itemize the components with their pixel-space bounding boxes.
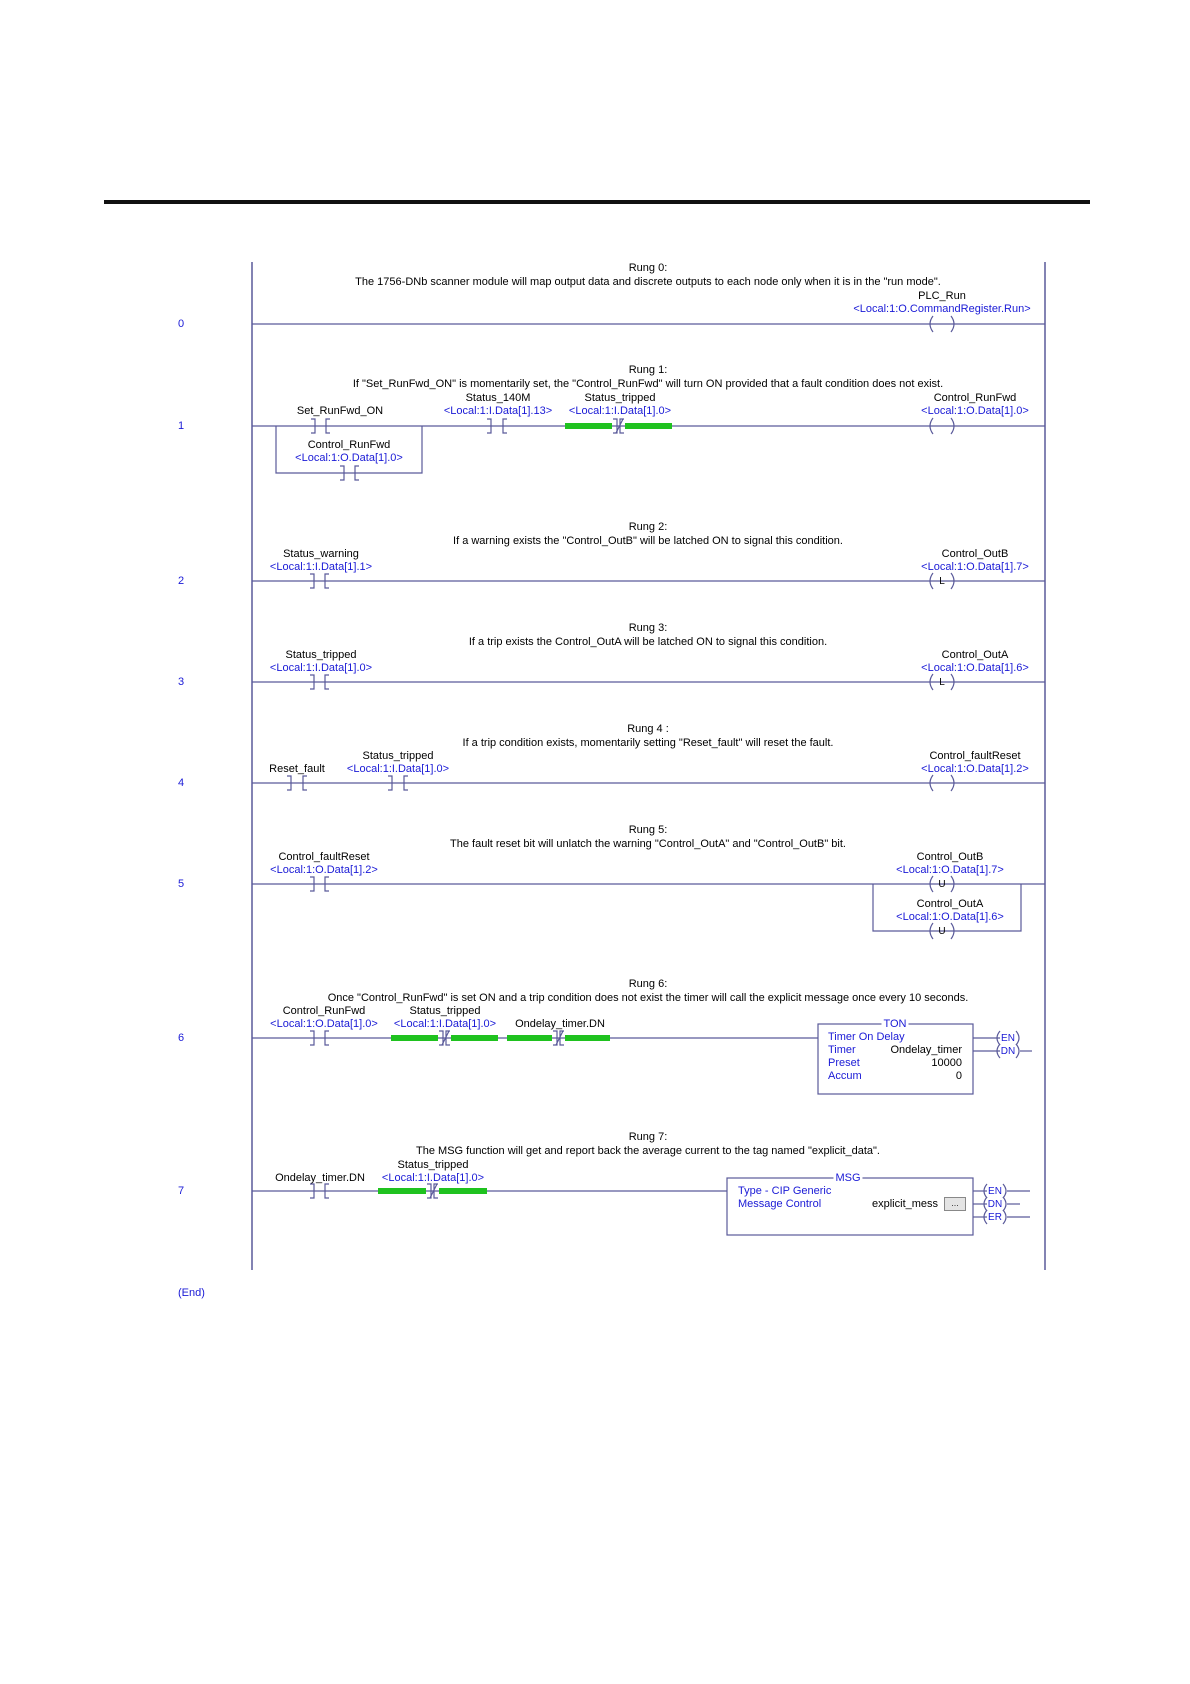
rung-3-contact-1-address: <Local:1:I.Data[1].0> [269, 662, 373, 674]
rung-2-coil-symbol: L [939, 576, 945, 587]
rung-1-coil-address: <Local:1:O.Data[1].0> [921, 405, 1029, 417]
rung-4-contact-2-name[interactable]: Status_tripped [362, 750, 434, 762]
rung-2-contact-1-address: <Local:1:I.Data[1].1> [269, 561, 373, 573]
rung-number-3: 3 [178, 676, 185, 688]
rung-6-contact-3-name[interactable]: Ondelay_timer.DN [515, 1018, 605, 1030]
rung-number-5: 5 [178, 878, 185, 890]
rung-6-contact-2-address: <Local:1:I.Data[1].0> [393, 1018, 497, 1030]
msg-control-value[interactable]: explicit_mess [872, 1198, 939, 1210]
rung-7-title: Rung 7: [628, 1131, 668, 1143]
rung-3-coil-symbol: L [939, 677, 945, 688]
ton-accum-label: Accum [828, 1070, 862, 1082]
rung-7-contact-2-name[interactable]: Status_tripped [397, 1159, 469, 1171]
rung-5-coil-2-symbol: U [938, 926, 946, 937]
rung-4-coil-address: <Local:1:O.Data[1].2> [921, 763, 1029, 775]
rung-6-contact-1-address: <Local:1:O.Data[1].0> [270, 1018, 378, 1030]
rung-1-contact-2-address: <Local:1:I.Data[1].13> [443, 405, 553, 417]
rung-number-7: 7 [178, 1185, 185, 1197]
rung-6-title: Rung 6: [628, 978, 668, 990]
rung-number-1: 1 [178, 420, 185, 432]
rung-2-title: Rung 2: [628, 521, 668, 533]
rung-3-coil-name[interactable]: Control_OutA [941, 649, 1009, 661]
msg-type: Type - CIP Generic [738, 1185, 832, 1197]
ton-timer-label: Timer [828, 1044, 856, 1056]
rung-1-branch-name[interactable]: Control_RunFwd [307, 439, 391, 451]
rung-3-coil-address: <Local:1:O.Data[1].6> [921, 662, 1029, 674]
rung-1-contact-1-name[interactable]: Set_RunFwd_ON [296, 405, 384, 417]
rung-4-title: Rung 4 : [627, 723, 669, 735]
rung-0-coil-address: <Local:1:O.CommandRegister.Run> [853, 303, 1031, 315]
rung-7-contact-2-address: <Local:1:I.Data[1].0> [381, 1172, 485, 1184]
rung-7-comment: The MSG function will get and report back the average current to the tag named "explicit_data". [416, 1145, 880, 1157]
rung-1-contact-3-name[interactable]: Status_tripped [584, 392, 656, 404]
rung-1-coil-name[interactable]: Control_RunFwd [933, 392, 1017, 404]
rung-5-coil-1-symbol: U [938, 879, 946, 890]
rung-0-title: Rung 0: [628, 262, 668, 274]
rung-2-contact-1-name[interactable]: Status_warning [283, 548, 359, 560]
rung-number-0: 0 [178, 318, 185, 330]
msg-en-output: EN [988, 1186, 1002, 1197]
rung-5-coil-1-address: <Local:1:O.Data[1].7> [896, 864, 1004, 876]
ton-header: TON [883, 1018, 907, 1030]
rung-1-contact-3-address: <Local:1:I.Data[1].0> [568, 405, 672, 417]
rung-5-coil-2-address: <Local:1:O.Data[1].6> [896, 911, 1004, 923]
rung-3-contact-1-name[interactable]: Status_tripped [285, 649, 357, 661]
end-label: (End) [178, 1287, 205, 1299]
rung-number-4: 4 [178, 777, 185, 789]
rung-0-coil-name[interactable]: PLC_Run [918, 290, 966, 302]
rung-5-title: Rung 5: [628, 824, 668, 836]
ton-dn-output: DN [1000, 1046, 1016, 1057]
rung-number-6: 6 [178, 1032, 185, 1044]
rung-2-coil-address: <Local:1:O.Data[1].7> [921, 561, 1029, 573]
rung-1-comment: If "Set_RunFwd_ON" is momentarily set, the "Control_RunFwd" will turn ON provided that a fault condition does not exist. [352, 378, 944, 390]
rung-2-comment: If a warning exists the "Control_OutB" will be latched ON to signal this condition. [453, 535, 843, 547]
msg-dn-output: DN [987, 1199, 1003, 1210]
rung-4-contact-2-address: <Local:1:I.Data[1].0> [346, 763, 450, 775]
rung-1-contact-2-name[interactable]: Status_140M [465, 392, 531, 404]
rung-5-coil-2-name[interactable]: Control_OutA [916, 898, 984, 910]
rung-1-branch-address: <Local:1:O.Data[1].0> [295, 452, 403, 464]
msg-header: MSG [835, 1172, 861, 1184]
rung-4-comment: If a trip condition exists, momentarily setting "Reset_fault" will reset the fault. [462, 737, 834, 749]
rung-5-contact-1-address: <Local:1:O.Data[1].2> [270, 864, 378, 876]
rung-4-contact-1-name[interactable]: Reset_fault [269, 763, 325, 775]
ton-en-output: EN [1001, 1033, 1015, 1044]
rung-4-coil-name[interactable]: Control_faultReset [929, 750, 1021, 762]
rung-5-comment: The fault reset bit will unlatch the warning "Control_OutA" and "Control_OutB" bit. [450, 838, 846, 850]
rung-2-coil-name[interactable]: Control_OutB [941, 548, 1009, 560]
rung-6-comment: Once "Control_RunFwd" is set ON and a trip condition does not exist the timer will call the explicit message once every 10 seconds. [327, 992, 969, 1004]
rung-3-title: Rung 3: [628, 622, 668, 634]
msg-config-button[interactable]: ... [944, 1197, 966, 1211]
rung-7-contact-1-name[interactable]: Ondelay_timer.DN [275, 1172, 365, 1184]
rung-6-contact-2-name[interactable]: Status_tripped [409, 1005, 481, 1017]
rung-3-comment: If a trip exists the Control_OutA will be latched ON to signal this condition. [468, 636, 828, 648]
rung-6-contact-1-name[interactable]: Control_RunFwd [282, 1005, 366, 1017]
msg-er-output: ER [988, 1212, 1002, 1223]
msg-control-label: Message Control [738, 1198, 822, 1210]
ton-accum-value[interactable]: 0 [955, 1070, 962, 1082]
rung-0-comment: The 1756-DNb scanner module will map output data and discrete outputs to each node only when it is in the "run mode". [355, 276, 941, 288]
rung-5-contact-1-name[interactable]: Control_faultReset [278, 851, 370, 863]
ton-timer-value[interactable]: Ondelay_timer [890, 1044, 962, 1056]
rung-5-coil-1-name[interactable]: Control_OutB [916, 851, 984, 863]
ton-title: Timer On Delay [828, 1031, 905, 1043]
ton-preset-label: Preset [828, 1057, 860, 1069]
rung-1-title: Rung 1: [628, 364, 668, 376]
rung-number-2: 2 [178, 575, 185, 587]
ton-preset-value[interactable]: 10000 [931, 1057, 962, 1069]
